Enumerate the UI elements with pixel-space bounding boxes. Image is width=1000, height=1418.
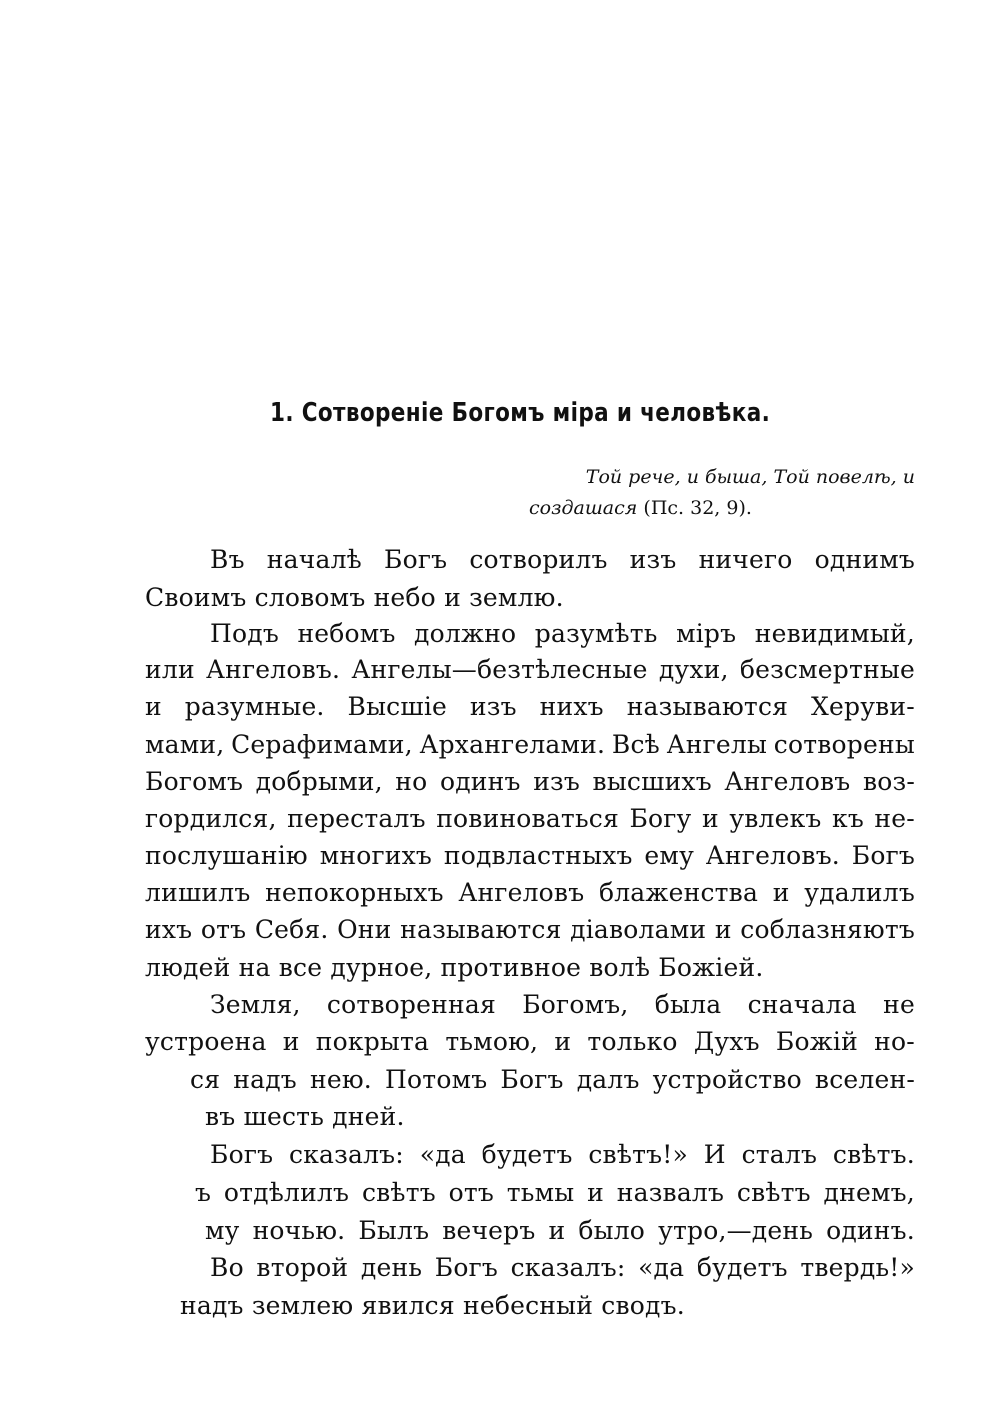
body-word: называются [626,692,789,721]
body-line [195,1178,915,1207]
body-word: Богъ [851,841,915,870]
body-word: свѣтъ [736,1178,811,1207]
body-word: изъ [629,545,677,574]
body-word: покрыта [315,1027,430,1056]
body-word: и [772,878,790,907]
body-word: однимъ [814,545,915,574]
body-word: свѣтъ [361,1178,436,1207]
body-word: ничего [698,545,793,574]
body-word: было [578,1216,646,1245]
body-word: сначала [747,990,857,1019]
epigraph-line-2-text: создашася [529,497,638,519]
body-word: тьмою, [445,1027,539,1056]
body-word: Духъ [693,1027,760,1056]
epigraph-line-1: Той рече, и быша, Той повелѣ, и [585,466,915,488]
body-word: Въ [210,545,245,574]
body-word: и [587,1178,604,1207]
body-word: повиноваться [436,804,619,833]
body-word: одинъ. [826,1216,915,1245]
body-word: Богомъ, [522,990,629,1019]
body-word: Себя. [254,915,329,944]
body-word: далъ [576,1065,640,1094]
body-word: многихъ [319,841,433,870]
body-word: не- [874,804,915,833]
body-word: сотворенная [326,990,496,1019]
body-word: должно [414,619,517,648]
body-line [145,915,915,944]
body-word: Высшіе [347,692,448,721]
body-line [205,1216,915,1245]
body-word: одинъ [439,767,521,796]
body-word: Божій [775,1027,858,1056]
body-line: надъ землею явился небесный сводъ. [180,1291,685,1320]
body-word: Ангеловъ. [206,655,341,684]
body-line [210,545,915,574]
body-word: Архангелами. [419,730,606,759]
body-word: нихъ [539,692,604,721]
body-word: только [587,1027,678,1056]
body-word: ся [190,1065,221,1094]
body-word: Былъ [358,1216,430,1245]
body-line [145,767,915,796]
body-word: блаженства [598,878,759,907]
body-line [210,1140,915,1169]
body-word: Богу [629,804,692,833]
body-word: утро,—день [658,1216,814,1245]
body-word: сотворилъ [469,545,608,574]
body-word: Они [337,915,392,944]
body-word: была [654,990,722,1019]
body-word: «да [419,1140,466,1169]
body-line [145,841,915,870]
body-word: сказалъ: [289,1140,404,1169]
body-word: му [205,1216,240,1245]
body-word: днемъ, [823,1178,915,1207]
body-line [210,990,915,1019]
body-word: твердь!» [800,1253,915,1282]
body-word: называются [400,915,562,944]
body-word: вечеръ [442,1216,536,1245]
body-word: изъ [469,692,517,721]
body-word: безсмертные [739,655,915,684]
body-line [145,804,915,833]
body-word: но- [874,1027,915,1056]
epigraph [520,462,915,524]
body-word: Богъ [434,1253,498,1282]
body-word: началѣ [266,545,362,574]
body-word: будетъ [696,1253,788,1282]
body-word: «да [638,1253,685,1282]
body-line [145,730,915,759]
body-word: подвластныхъ [443,841,633,870]
epigraph-reference: (Пс. 32, 9). [643,497,752,519]
body-word: Серафимами, [231,730,413,759]
body-word: высшихъ [592,767,712,796]
body-word: послушанію [145,841,308,870]
body-line [145,692,915,721]
body-line: людей на все дурное, противное волѣ Божіей. [145,953,764,982]
epigraph-line-2 [520,493,915,524]
body-word: и [714,915,732,944]
body-word: Ангеловъ. [705,841,840,870]
body-word: Ангеловъ [724,767,851,796]
body-line [145,655,915,684]
body-word: пересталъ [287,804,426,833]
body-word: діаволами [570,915,707,944]
body-word: устроена [145,1027,267,1056]
body-word: Во [210,1253,244,1282]
body-word: Богомъ [145,767,244,796]
body-word: изъ [533,767,580,796]
body-word: гордился, [145,804,277,833]
body-word: и [548,1216,566,1245]
body-word: нею. [309,1065,372,1094]
body-word: ему [644,841,694,870]
body-word: разумѣть [534,619,658,648]
body-word: Всѣ [611,730,660,759]
body-line: Своимъ словомъ небо и землю. [145,583,564,612]
body-word: невидимый, [754,619,915,648]
chapter-title: 1. Сотвореніе Богомъ міра и человѣка. [270,398,771,428]
body-word: Ангеловъ [458,878,585,907]
body-line [145,878,915,907]
body-word: сотворены [773,730,915,759]
body-word: устройство [652,1065,802,1094]
body-word: не [883,990,915,1019]
body-word: и [145,692,162,721]
body-word: день [360,1253,423,1282]
body-word: или [145,655,195,684]
body-line [145,1027,915,1056]
body-word: тьмы [506,1178,575,1207]
body-word: надъ [233,1065,297,1094]
body-word: ночью. [252,1216,346,1245]
body-word: вселен- [814,1065,915,1094]
body-word: отъ [448,1178,494,1207]
body-word: Земля, [210,990,301,1019]
body-word: добрыми, [255,767,383,796]
body-word: отдѣлилъ [223,1178,350,1207]
body-word: міръ [676,619,737,648]
body-word: разумные. [184,692,325,721]
body-word: Богъ [500,1065,564,1094]
body-word: Потомъ [385,1065,488,1094]
body-word: назвалъ [616,1178,725,1207]
body-word: И [703,1140,726,1169]
body-word: увлекъ [729,804,822,833]
body-word: и [701,804,719,833]
body-word: второй [256,1253,349,1282]
body-word: отъ [200,915,247,944]
body-line [210,1253,915,1282]
body-line [190,1065,915,1094]
body-word: духи, [658,655,729,684]
body-word: и [554,1027,572,1056]
body-word: будетъ [481,1140,573,1169]
body-word: Богъ [210,1140,274,1169]
body-word: но [395,767,428,796]
body-line: въ шесть дней. [205,1102,405,1131]
body-word: соблазняютъ [740,915,915,944]
body-word: воз- [862,767,915,796]
body-word: ихъ [145,915,193,944]
body-word: и [282,1027,300,1056]
body-word: сталъ [741,1140,818,1169]
body-word: Ангелы [666,730,768,759]
body-word: Богъ [384,545,448,574]
body-word: лишилъ [145,878,251,907]
body-word: ъ [195,1178,212,1207]
body-word: къ [832,804,864,833]
body-word: непокорныхъ [265,878,444,907]
body-word: сказалъ: [510,1253,626,1282]
body-word: свѣтъ. [832,1140,915,1169]
body-line [210,619,915,648]
body-word: Ангелы—безтѣлесные [351,655,648,684]
body-word: Подъ [210,619,279,648]
body-word: удалилъ [804,878,915,907]
body-word: мами, [145,730,225,759]
body-word: Херуви- [811,692,915,721]
body-word: небомъ [297,619,396,648]
body-word: свѣтъ!» [588,1140,688,1169]
